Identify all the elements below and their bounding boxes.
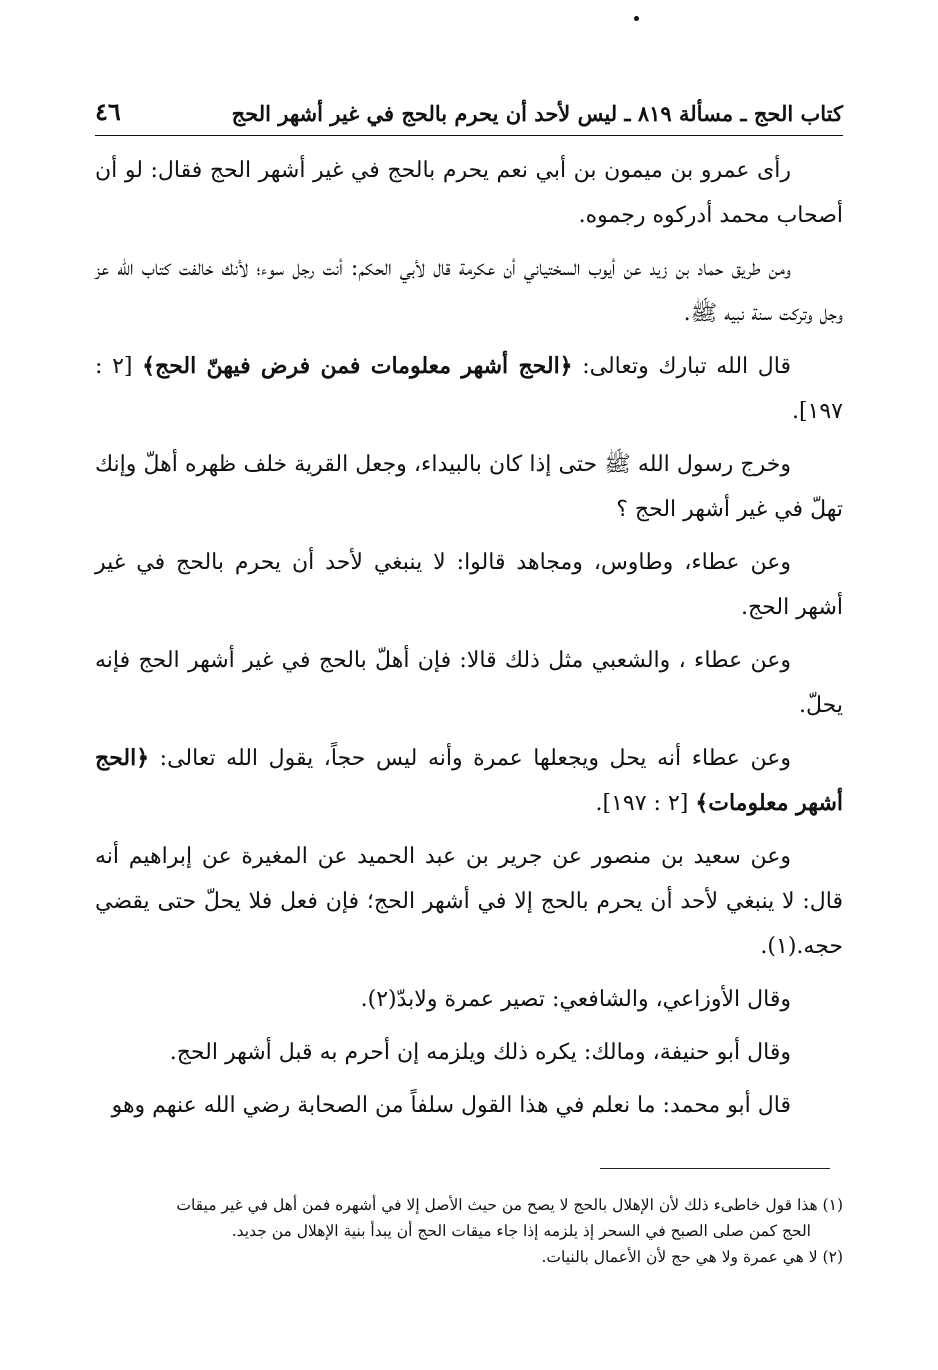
scan-speck: [634, 16, 639, 21]
main-text: [95, 148, 843, 1136]
footnotes: [95, 1192, 843, 1270]
footnote: (٢) لا هي عمرة ولا هي حج لأن الأعمال بالنيات.: [541, 1248, 843, 1266]
quran-paragraph: [95, 344, 843, 434]
page-header: [95, 82, 843, 126]
quran-verse: ﴿الحج أشهر معلومات﴾: [95, 745, 843, 816]
footnote-continuation: الحج كمن صلى الصبح في السحر إذ يلزمه إذا جاء ميقات الحج أن يبدأ بنية الإهلال من جديد.: [231, 1222, 811, 1240]
quran-ref: [٢ : ١٩٧].: [595, 791, 696, 816]
paragraph: ومن طريق حماد بن زيد عن أيوب السختياني أن عكرمة قال لأبي الحكم: أنت رجل سوء؛ لأنك خالفت كتاب الله عز وجل وتركت سنة نبيه ﷺ.: [95, 256, 843, 326]
page-number: ٤٦: [95, 97, 121, 126]
paragraph: وقال أبو حنيفة، ومالك: يكره ذلك ويلزمه إن أحرم به قبل أشهر الحج.: [169, 1040, 791, 1065]
footnote-rule: [600, 1168, 830, 1169]
ata-text: وعن عطاء أنه يحل ويجعلها عمرة وأنه ليس حجاً، يقول الله تعالى:: [149, 746, 791, 771]
ata-paragraph: [95, 736, 843, 826]
paragraph: وعن عطاء ، والشعبي مثل ذلك قالا: فإن أهلّ بالحج في غير أشهر الحج فإنه يحلّ.: [95, 648, 843, 718]
quran-ref: [٢ : ١٩٧].: [95, 354, 843, 424]
header-rule: [95, 135, 843, 136]
paragraph: قال أبو محمد: ما نعلم في هذا القول سلفاً من الصحابة رضي الله عنهم وهو: [111, 1093, 791, 1118]
paragraph: وعن سعيد بن منصور عن جرير بن عبد الحميد عن المغيرة عن إبراهيم أنه قال: لا ينبغي لأحد أن يحرم بالحج إلا في أشهر الحج؛ فإن فعل فلا يحلّ حتى يقضي حجه.(١).: [95, 844, 843, 959]
paragraph: رأى عمرو بن ميمون بن أبي نعم يحرم بالحج في غير أشهر الحج فقال: لو أن أصحاب محمد أدركوه رجموه.: [95, 158, 843, 228]
paragraph: وخرج رسول الله ﷺ حتى إذا كان بالبيداء، وجعل القرية خلف ظهره أهلّ وإنك تهلّ في غير أشهر الحج ؟: [95, 452, 843, 522]
footnote: (١) هذا قول خاطىء ذلك لأن الإهلال بالحج لا يصح من حيث الأصل إلا في أشهره فمن أهل في غير ميقات: [176, 1196, 843, 1214]
quran-intro: قال الله تبارك وتعالى:: [572, 354, 792, 379]
running-title: كتاب الحج ـ مسألة ٨١٩ ـ ليس لأحد أن يحرم بالحج في غير أشهر الحج: [231, 101, 843, 126]
quran-verse: ﴿الحج أشهر معلومات فمن فرض فيهنّ الحج﴾: [142, 353, 573, 379]
paragraph: وقال الأوزاعي، والشافعي: تصير عمرة ولابدّ(٢).: [360, 987, 791, 1012]
paragraph: وعن عطاء، وطاوس، ومجاهد قالوا: لا ينبغي لأحد أن يحرم بالحج في غير أشهر الحج.: [95, 550, 843, 620]
